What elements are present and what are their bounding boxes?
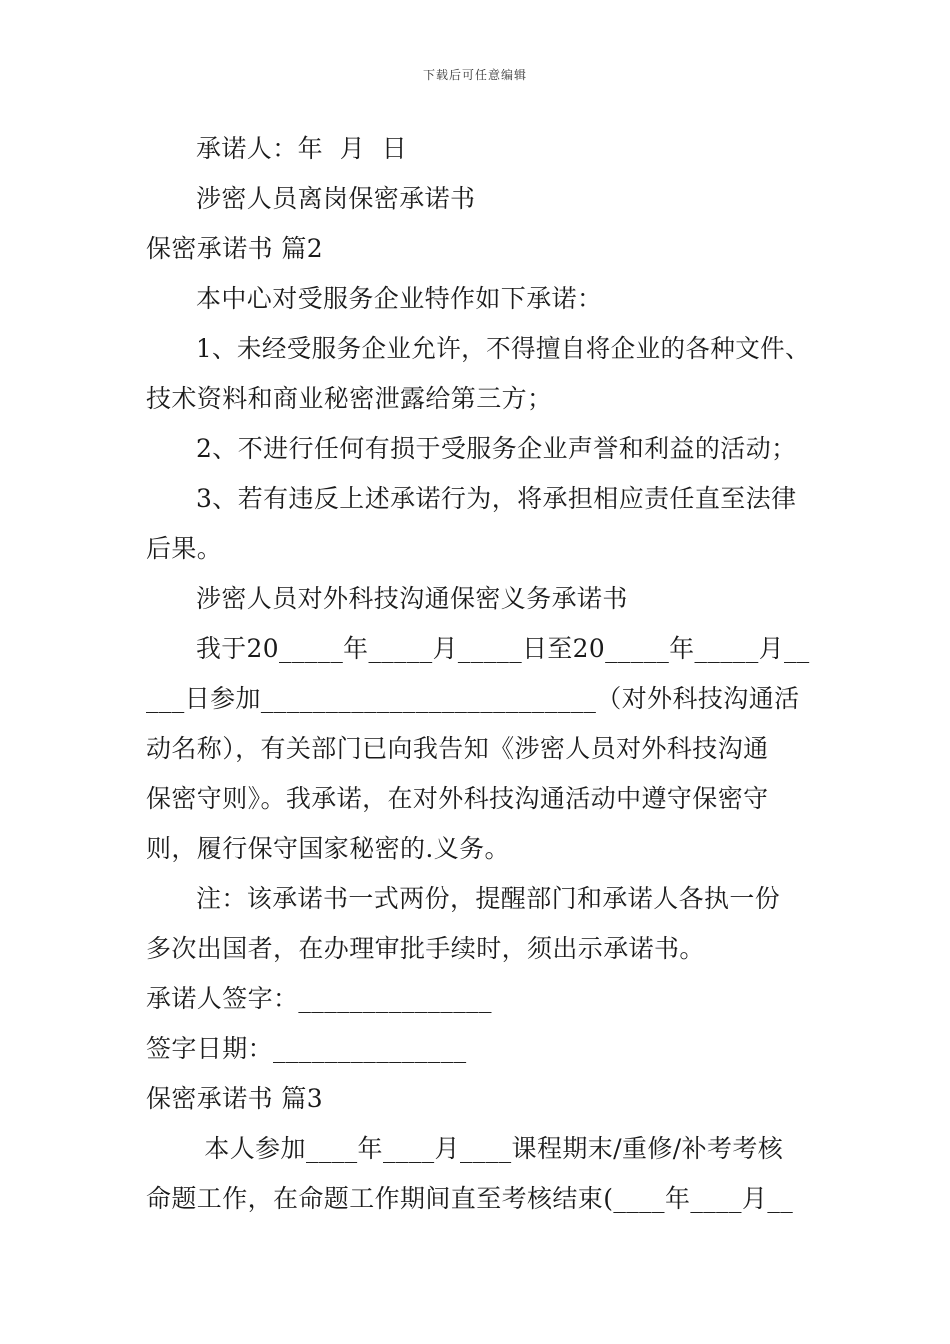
- text-line: 后果。: [146, 534, 223, 563]
- text-line: 我于20_____年_____月_____日至20_____年_____月__: [196, 634, 810, 663]
- text-line: 涉密人员对外科技沟通保密义务承诺书: [196, 584, 628, 613]
- text-line: 2、不进行任何有损于受服务企业声誉和利益的活动；: [196, 434, 797, 463]
- text-line: 技术资料和商业秘密泄露给第三方；: [146, 384, 553, 413]
- text-line: 承诺人：年 月 日: [196, 134, 408, 163]
- date-line: 签字日期：_______________: [146, 1034, 467, 1063]
- text-line: ___日参加__________________________（对外科技沟通活: [146, 684, 800, 713]
- text-line: 1、未经受服务企业允许，不得擅自将企业的各种文件、: [196, 334, 811, 363]
- text-line: 本中心对受服务企业特作如下承诺：: [196, 284, 603, 313]
- signature-line: 承诺人签字：_______________: [146, 984, 492, 1013]
- text-line: 命题工作，在命题工作期间直至考核结束(____年____月__: [146, 1184, 794, 1213]
- text-line: 本人参加____年____月____课程期末/重修/补考考核: [196, 1134, 784, 1163]
- section-heading: 保密承诺书 篇2: [146, 234, 324, 263]
- page-header: 下载后可任意编辑: [422, 68, 527, 82]
- text-line: 多次出国者，在办理审批手续时，须出示承诺书。: [146, 934, 705, 963]
- text-line: 3、若有违反上述承诺行为，将承担相应责任直至法律: [196, 484, 797, 513]
- section-heading: 保密承诺书 篇3: [146, 1084, 324, 1113]
- text-line: 动名称），有关部门已向我告知《涉密人员对外科技沟通: [146, 734, 769, 763]
- text-line: 涉密人员离岗保密承诺书: [196, 184, 476, 213]
- text-line: 保密守则》。我承诺，在对外科技沟通活动中遵守保密守: [146, 784, 769, 813]
- text-line: 注：该承诺书一式两份，提醒部门和承诺人各执一份: [196, 884, 781, 913]
- text-line: 则，履行保守国家秘密的.义务。: [146, 834, 510, 863]
